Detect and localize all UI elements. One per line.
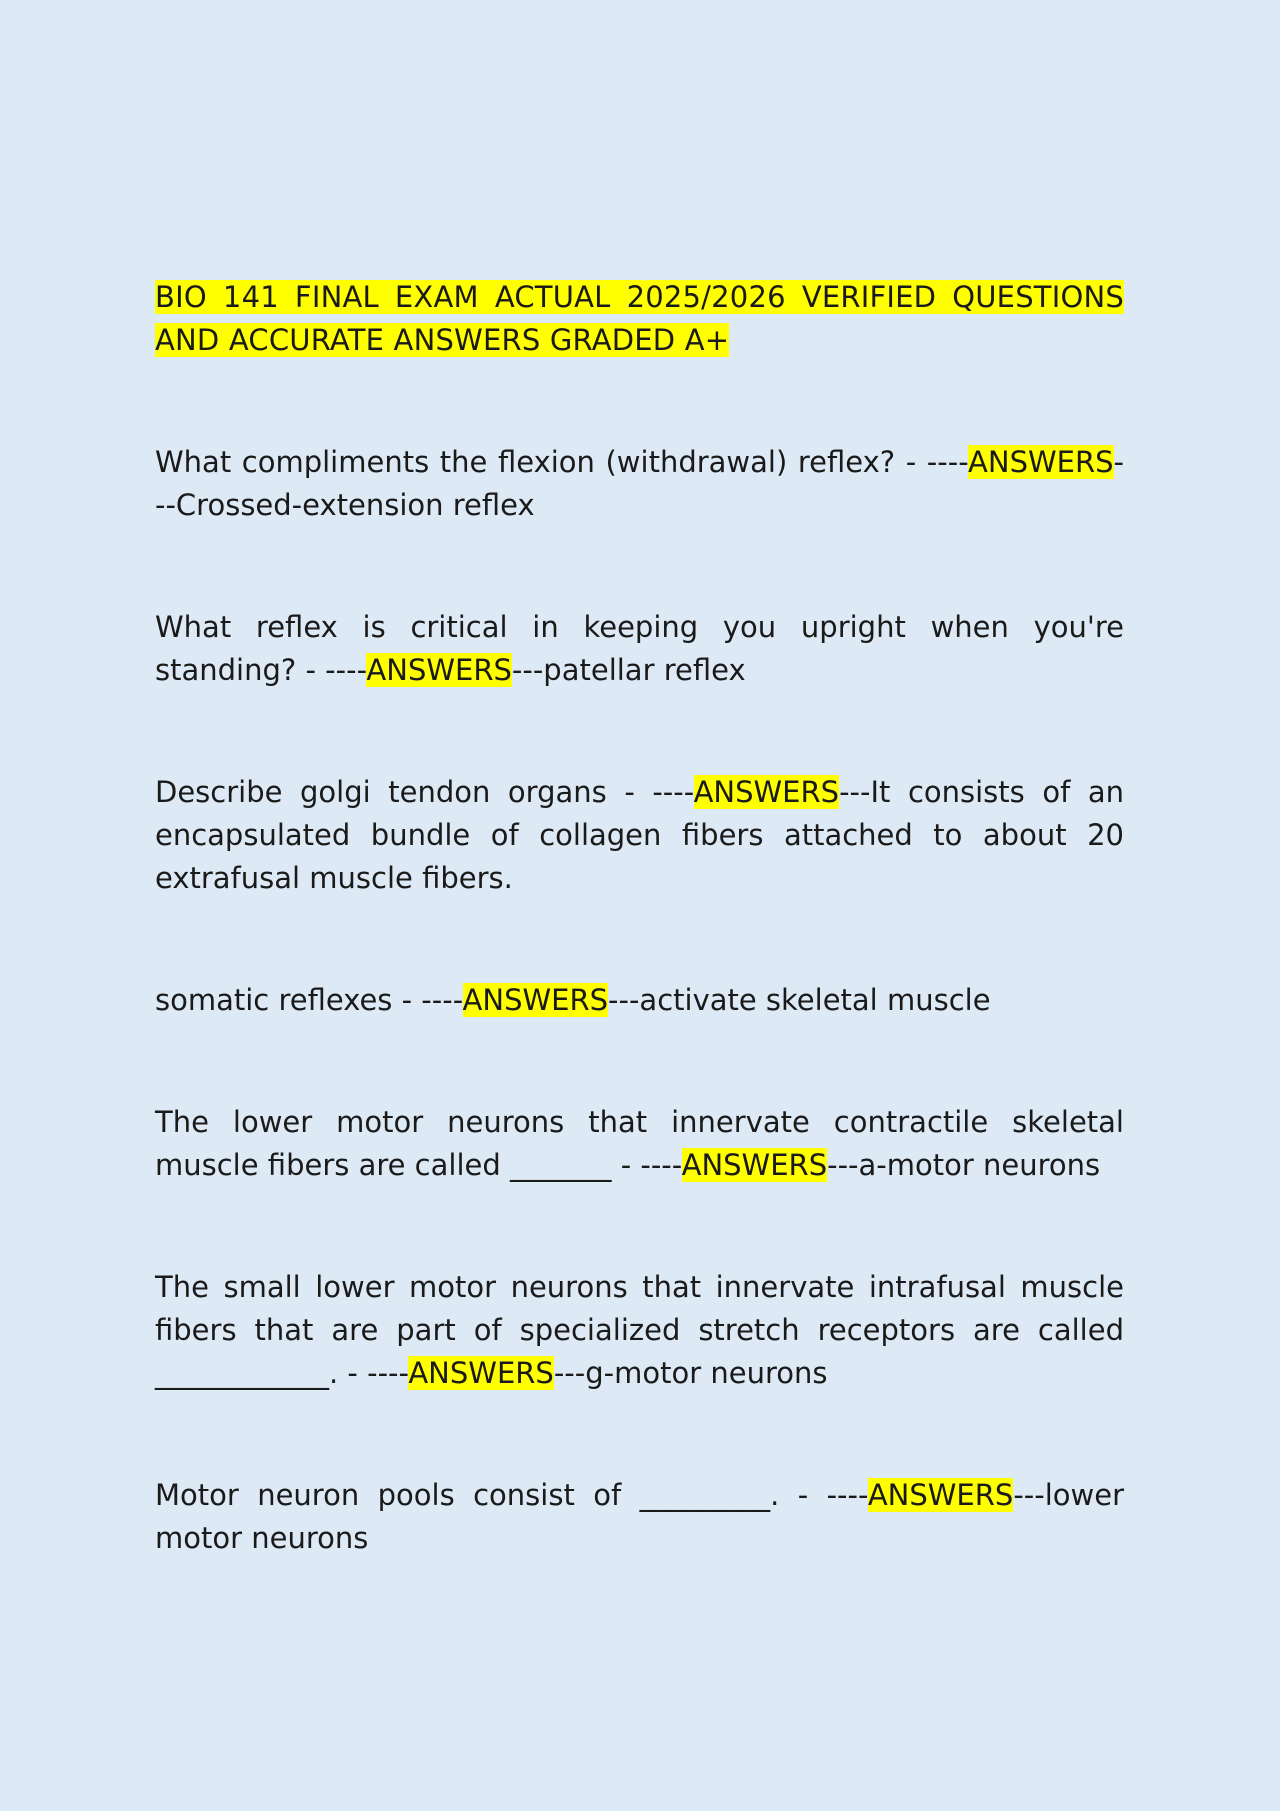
answer-text: ---g-motor neurons: [553, 1356, 828, 1390]
answer-marker: ANSWERS: [867, 1478, 1014, 1512]
question-text: The lower motor neurons that innervate contractile skeletal muscle fibers are called _______ - ----: [155, 1105, 1124, 1182]
qa-item: [155, 1101, 1124, 1187]
question-text: Motor neuron pools consist of _________. - ----: [155, 1478, 868, 1512]
question-text: What reflex is critical in keeping you upright when you're standing? - ----: [155, 610, 1124, 687]
answer-marker: ANSWERS: [968, 445, 1114, 479]
answer-text: ---patellar reflex: [511, 653, 746, 687]
answer-marker: ANSWERS: [366, 653, 512, 687]
question-text: The small lower motor neurons that innervate intrafusal muscle fibers that are part of specialized stretch receptors are called ____________. - ----: [155, 1270, 1124, 1390]
qa-item: [155, 441, 1124, 527]
question-text: somatic reflexes - ----: [155, 983, 463, 1017]
qa-item: [155, 1474, 1124, 1560]
answer-text: ---Crossed-extension reflex: [155, 445, 1124, 522]
qa-item: [155, 979, 1124, 1022]
answer-marker: ANSWERS: [693, 775, 840, 809]
answer-text: ---It consists of an encapsulated bundle of collagen fibers attached to about 20 extrafusal muscle fibers.: [155, 775, 1124, 895]
answer-marker: ANSWERS: [408, 1356, 554, 1390]
answer-text: ---activate skeletal muscle: [608, 983, 991, 1017]
qa-item: [155, 606, 1124, 692]
qa-item: [155, 771, 1124, 900]
answer-text: ---a-motor neurons: [827, 1148, 1101, 1182]
document-title: [155, 276, 1124, 362]
document-content: [155, 276, 1124, 1560]
qa-item: [155, 1266, 1124, 1395]
title-highlight: BIO 141 FINAL EXAM ACTUAL 2025/2026 VERIFIED QUESTIONS AND ACCURATE ANSWERS GRADED A+: [155, 280, 1124, 357]
question-text: What compliments the flexion (withdrawal) reflex? - ----: [155, 445, 969, 479]
question-text: Describe golgi tendon organs - ----: [155, 775, 694, 809]
answer-text: ---lower motor neurons: [155, 1478, 1124, 1555]
answer-marker: ANSWERS: [462, 983, 609, 1017]
answer-marker: ANSWERS: [681, 1148, 828, 1182]
